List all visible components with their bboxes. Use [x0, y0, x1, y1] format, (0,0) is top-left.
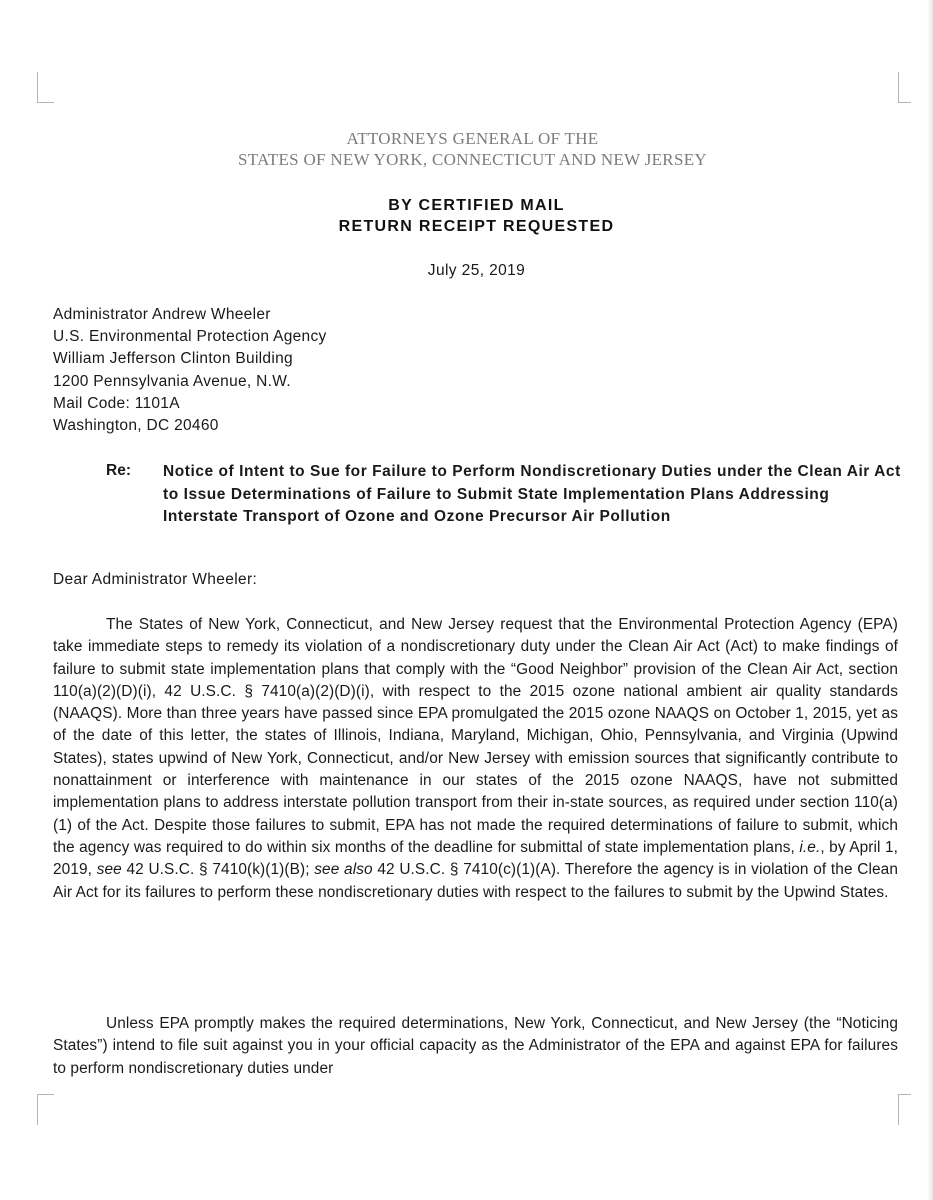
address-line: 1200 Pennsylvania Avenue, N.W.	[53, 373, 291, 390]
address-line: Washington, DC 20460	[53, 417, 219, 434]
re-label: Re:	[106, 462, 131, 479]
body-paragraph-1: The States of New York, Connecticut, and New Jersey request that the Environmental Protection Agency (EPA) take immediate steps to remedy its violation of a nondiscretionary duty under the Clean Air Act (Act) to make findings of failure to submit state implementation plans that comply with the “Good Neighbor” provision of the Clean Air Act, section 110(a)(2)(D)(i), 42 U.S.C. § 7410(a)(2)(D)(i), with respect to the 2015 ozone national ambient air quality standards (NAAQS). More than three years have passed since EPA promulgated the 2015 ozone NAAQS on October 1, 2015, yet as of the date of this letter, the states of Illinois, Indiana, Maryland, Michigan, Ohio, Pennsylvania, and Virginia (Upwind States), states upwind of New York, Connecticut, and/or New Jersey with emission sources that significantly contribute to nonattainment or interference with maintenance in our states of the 2015 ozone NAAQS, have not submitted implementation plans to address interstate pollution transport from their in-state sources, as required under section 110(a)(1) of the Act. Despite those failures to submit, EPA has not made the required determinations of failure to submit, which the agency was required to do within six months of the deadline for submittal of state implementation plans, i.e., by April 1, 2019, see 42 U.S.C. § 7410(k)(1)(B); see also 42 U.S.C. § 7410(c)(1)(A). Therefore the agency is in violation of the Clean Air Act for its failures to perform these nondiscretionary duties with respect to the failures to submit by the Upwind States.	[53, 616, 899, 901]
crop-mark-bottom-left	[37, 1094, 54, 1125]
letterhead-line-2: STATES OF NEW YORK, CONNECTICUT AND NEW JERSEY	[238, 150, 707, 169]
address-line: Administrator Andrew Wheeler	[53, 306, 271, 323]
delivery-method-line-2: RETURN RECEIPT REQUESTED	[338, 218, 615, 235]
body-paragraph-2: Unless EPA promptly makes the required determinations, New York, Connecticut, and New Jersey (the “Noticing States”) intend to file suit against you in your official capacity as the Administrator of the EPA and against EPA for failures to perform nondiscretionary duties under	[53, 1015, 898, 1077]
address-line: U.S. Environmental Protection Agency	[53, 328, 327, 345]
crop-mark-top-left	[37, 72, 54, 103]
re-subject: Notice of Intent to Sue for Failure to Perform Nondiscretionary Duties under the Clean Air Act to Issue Determinations of Failure to Submit State Implementation Plans Addressing Interstate Transport of Ozone and Ozone Precursor Air Pollution	[163, 463, 901, 525]
crop-mark-bottom-right	[898, 1094, 911, 1125]
address-line: Mail Code: 1101A	[53, 395, 180, 412]
letterhead-line-1: ATTORNEYS GENERAL OF THE	[346, 129, 599, 148]
page-edge-shadow	[927, 0, 933, 1200]
letter-date: July 25, 2019	[427, 262, 526, 279]
delivery-method-line-1: BY CERTIFIED MAIL	[388, 197, 565, 214]
crop-mark-top-right	[898, 72, 911, 103]
address-line: William Jefferson Clinton Building	[53, 350, 293, 367]
salutation: Dear Administrator Wheeler:	[53, 571, 258, 588]
